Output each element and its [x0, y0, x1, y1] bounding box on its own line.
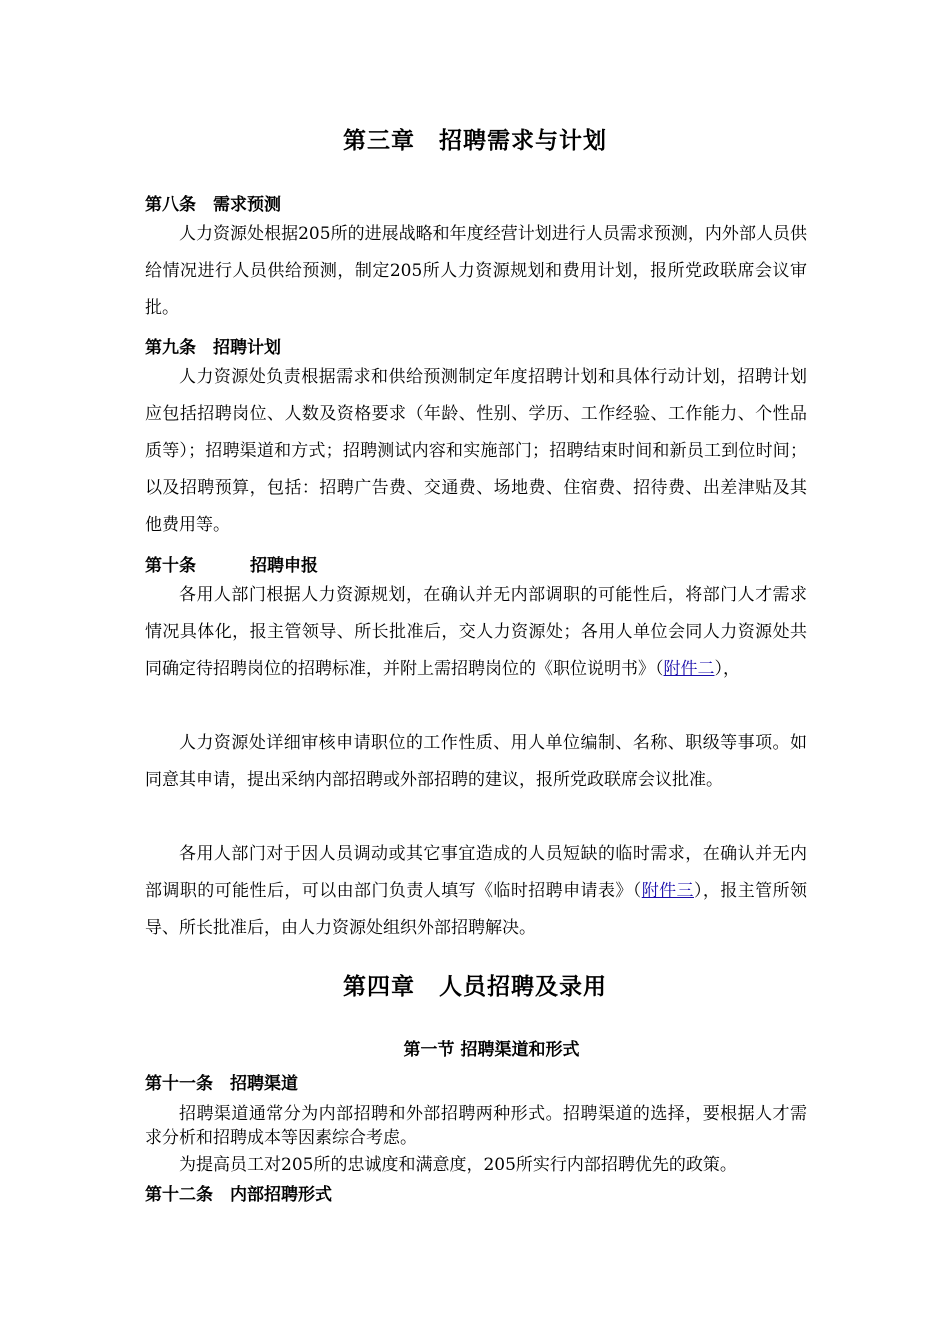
article-10-p1-text: 各用人部门根据人力资源规划，在确认并无内部调职的可能性后，将部门人才需求情况具体化，报主管领导、所长批准后，交人力资源处；各用人单位会同人力资源处共同确定待招聘岗位的招聘标准，并附上需招聘岗位的《职位说明书》（	[145, 585, 807, 679]
article-11-paragraph-1: 招聘渠道通常分为内部招聘和外部招聘两种形式。招聘渠道的选择，要根据人才需求分析和招聘成本等因素综合考虑。	[145, 1104, 807, 1148]
article-10-heading	[145, 551, 318, 576]
chapter-4-title: 第四章 人员招聘及录用	[343, 974, 607, 1000]
article-9-heading: 第九条 招聘计划	[145, 338, 281, 358]
article-10-paragraph-2: 人力资源处详细审核申请职位的工作性质、用人单位编制、名称、职级等事项。如同意其申请，提出采纳内部招聘或外部招聘的建议，报所党政联席会议批准。	[145, 733, 807, 790]
article-11-paragraph-2: 为提高员工对205所的忠诚度和满意度，205所实行内部招聘优先的政策。	[179, 1155, 737, 1175]
chapter-3-title: 第三章 招聘需求与计划	[343, 128, 607, 154]
article-8-body: 人力资源处根据205所的进展战略和年度经营计划进行人员需求预测，内外部人员供给情况进行人员供给预测，制定205所人力资源规划和费用计划，报所党政联席会议审批。	[145, 224, 807, 318]
article-12-heading: 第十二条 内部招聘形式	[145, 1185, 332, 1205]
article-10-title: 招聘申报	[250, 556, 318, 576]
article-10-number: 第十条	[145, 556, 196, 576]
article-10-p1-tail: ），	[714, 659, 740, 679]
article-8-heading: 第八条 需求预测	[145, 195, 281, 215]
article-10-p3-tail: ），报主管所领导、所长批准后，由人力资源处组织外部招聘解决。	[145, 881, 808, 938]
article-10-paragraph-3	[145, 836, 807, 947]
section-1-title: 第一节 招聘渠道和形式	[403, 1040, 580, 1060]
article-11-heading: 第十一条 招聘渠道	[145, 1074, 298, 1094]
article-9-body: 人力资源处负责根据需求和供给预测制定年度招聘计划和具体行动计划，招聘计划应包括招聘岗位、人数及资格要求（年龄、性别、学历、工作经验、工作能力、个性品质等）；招聘渠道和方式；招聘测试内容和实施部门；招聘结束时间和新员工到位时间；以及招聘预算，包括：招聘广告费、交通费、场地费、住宿费、招待费、出差津贴及其他费用等。	[145, 367, 807, 535]
article-10-p3-text: 各用人部门对于因人员调动或其它事宜造成的人员短缺的临时需求，在确认并无内部调职的可能性后，可以由部门负责人填写《临时招聘申请表》（	[145, 844, 807, 901]
attachment-2-link[interactable]: 附件二	[663, 659, 715, 679]
article-10-paragraph-1	[145, 577, 807, 688]
attachment-3-link[interactable]: 附件三	[641, 881, 694, 901]
